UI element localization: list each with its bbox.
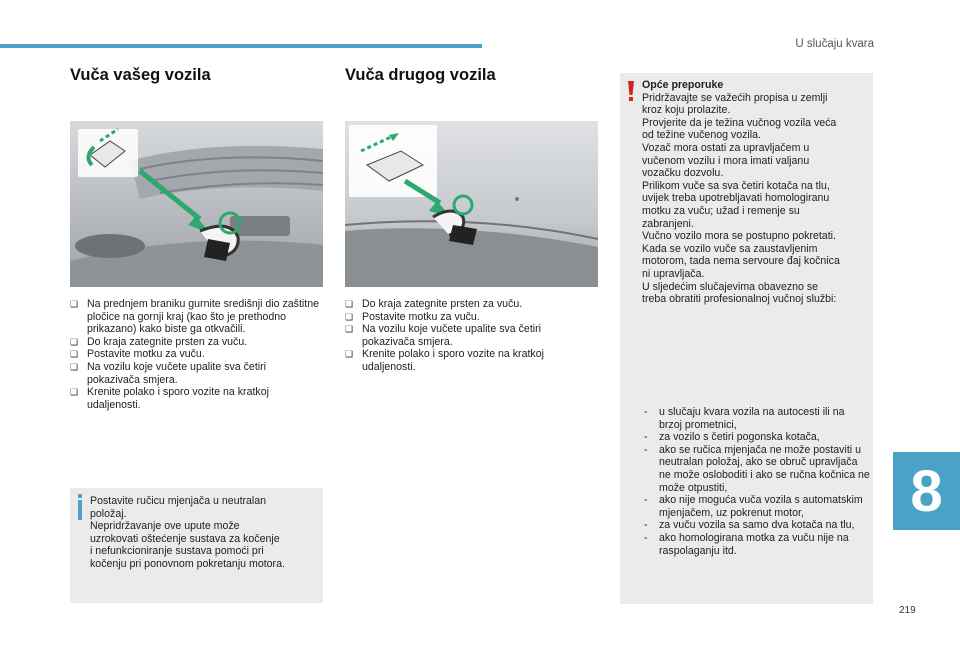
checkbox-bullet-icon: ❏ — [70, 387, 79, 398]
warning-cases-list — [642, 406, 870, 557]
section-header: U slučaju kvara — [795, 38, 874, 50]
list-item: ❏ Do kraja zategnite prsten za vuču. — [345, 298, 523, 310]
list-item: ❏ Postavite motku za vuču. — [345, 310, 480, 323]
rear-bumper-photo — [345, 121, 598, 287]
left-heading: Vuča vašeg vozila — [70, 66, 211, 84]
list-item: ❏ Krenite polako i sporo vozite na kratkoj udaljenosti. — [70, 386, 269, 411]
list-item: - u slučaju kvara vozila na autocesti ili na brzoj prometnici, — [642, 406, 870, 431]
list-item: ❏ Na vozilu koje vučete upalite sva četiri pokazivača smjera. — [345, 323, 542, 348]
list-item: - ako se ručica mjenjača ne može postaviti u neutralan položaj, ako se obruč upravljača ne može osloboditi i ako se ručna kočnica ne može otpustiti, — [642, 444, 870, 494]
list-item: - ako homologirana motka za vuču nije na raspolaganju itd. — [642, 532, 870, 557]
list-item: ❏ Postavite motku za vuču. — [70, 348, 205, 361]
list-item: ❏ Na prednjem braniku gurnite središnji dio zaštitne pločice na gornji kraj (kao što je prethodno prikazano) kako biste ga otkvačili. — [70, 298, 320, 336]
list-item: - za vozilo s četiri pogonska kotača, — [642, 431, 870, 444]
info-box — [70, 488, 323, 603]
rear-bumper-illustration — [345, 121, 598, 287]
middle-heading: Vuča drugog vozila — [345, 66, 496, 84]
warning-title: Opće preporuke — [642, 79, 724, 91]
checkbox-bullet-icon: ❏ — [70, 349, 79, 360]
checkbox-bullet-icon: ❏ — [345, 311, 354, 322]
middle-steps-list — [345, 298, 595, 374]
checkbox-bullet-icon: ❏ — [70, 299, 79, 309]
checkbox-bullet-icon: ❏ — [70, 361, 79, 372]
front-bumper-illustration — [70, 121, 323, 287]
chapter-tab: 8 — [893, 452, 960, 530]
exclamation-icon — [626, 80, 636, 102]
list-item: ❏ Krenite polako i sporo vozite na kratkoj udaljenosti. — [345, 348, 544, 373]
list-item: - za vuču vozila sa samo dva kotača na tlu, — [642, 519, 870, 532]
checkbox-bullet-icon: ❏ — [345, 324, 354, 335]
list-item: ❏ Do kraja zategnite prsten za vuču. — [70, 335, 248, 348]
info-icon — [78, 500, 82, 520]
info-text: Postavite ručicu mjenjača u neutralan položaj. Nepridržavanje ove upute može uzrokovati oštećenje sustava za kočenje i nefunkcioniranje sustava pomoći pri kočenju pri ponovnom pokretanju motora. — [90, 495, 285, 570]
list-item: ❏ Na vozilu koje vučete upalite sva četiri pokazivača smjera. — [70, 360, 267, 386]
page-number: 219 — [899, 605, 916, 616]
left-steps-list — [70, 298, 320, 411]
warning-box — [620, 73, 873, 604]
checkbox-bullet-icon: ❏ — [70, 336, 79, 347]
warning-text: Pridržavajte se važećih propisa u zemlji kroz koju prolazite. Provjerite da je težina vučnog vozila veća od težine vučenog vozila. Vozač mora ostati za upravljačem u vučenom vozilu i mora imati valjanu vozačku dozvolu. Prilikom vuče sa sva četiri kotača na tlu, uvijek treba upotrebljavati homologiranu motku za vuču; užad i remenje su zabranjeni. Vučno vozilo mora se postupno pokretati. Kada se vozilo vuče sa zaustavljenim motorom, tada nema servoure đaj kočnica ni upravljača. U sljedećim slučajevima obavezno se treba obratiti profesionalnoj vučnoj službi: — [642, 91, 840, 306]
header-accent-bar — [0, 44, 482, 48]
list-item: - ako nije moguća vuča vozila s automatskim mjenjačem, uz pokrenut motor, — [642, 494, 870, 519]
front-bumper-photo — [70, 121, 323, 287]
checkbox-bullet-icon: ❏ — [345, 349, 354, 360]
checkbox-bullet-icon: ❏ — [345, 299, 354, 309]
